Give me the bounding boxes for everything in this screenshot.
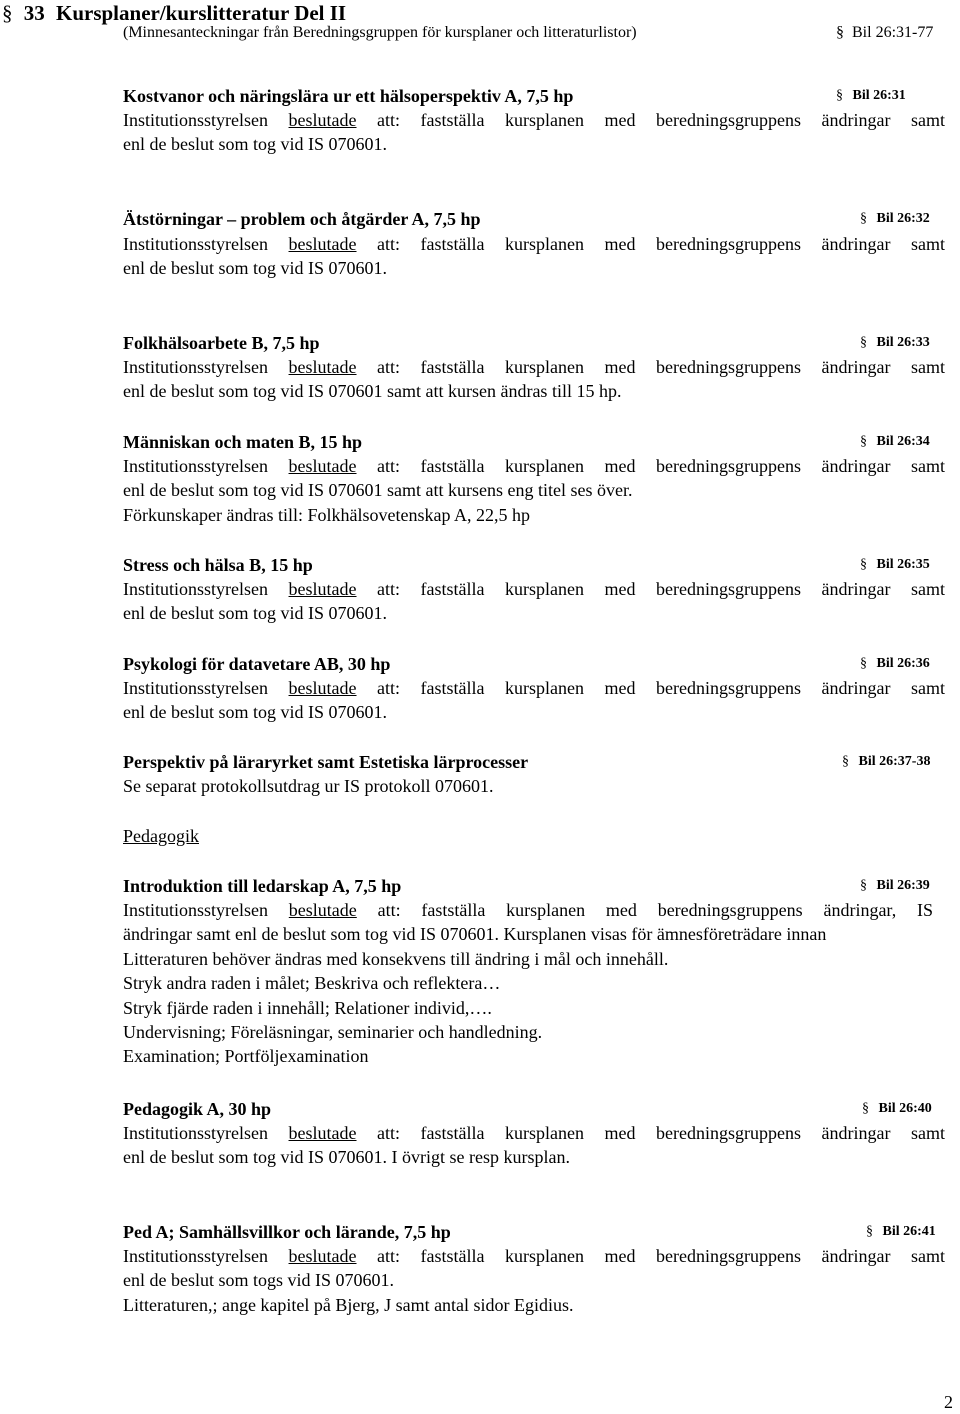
decision-text: Institutionsstyrelsen beslutade att: fastställa kursplanen med beredningsgruppens ändringar samt enl de beslut som togs vid IS 070601. Litteraturen,; ange kapitel på Bjerg, J samt antal sidor Egidius. bbox=[123, 1246, 946, 1315]
decision-line: Institutionsstyrelsen beslutade att: fastställa kursplanen med beredningsgruppens ändringar, IS bbox=[123, 900, 934, 920]
course-title: Stress och hälsa B, 15 hp bbox=[123, 555, 313, 575]
decision-text: Institutionsstyrelsen beslutade att: fastställa kursplanen med beredningsgruppens ändringar samt enl de beslut som tog vid IS 070601. bbox=[123, 579, 946, 624]
decision-line: Institutionsstyrelsen beslutade att: fastställa kursplanen med beredningsgruppens ändringar samt bbox=[123, 456, 946, 476]
section-subtitle: (Minnesanteckningar från Beredningsgruppen för kursplaner och litteraturlistor) bbox=[123, 24, 637, 41]
decision-line: Institutionsstyrelsen beslutade att: fastställa kursplanen med beredningsgruppens ändringar samt bbox=[123, 110, 946, 130]
section-mark-small: § bbox=[866, 1224, 873, 1239]
bilaga-ref: § Bil 26:40 bbox=[862, 1101, 932, 1116]
section-mark-small: § bbox=[860, 335, 867, 350]
section-mark-small: § bbox=[860, 434, 867, 449]
course-title: Människan och maten B, 15 hp bbox=[123, 432, 363, 452]
bilaga-ref: § Bil 26:31 bbox=[836, 88, 906, 103]
bilaga-ref: § Bil 26:35 bbox=[860, 557, 930, 572]
bilaga-ref: § Bil 26:41 bbox=[866, 1224, 936, 1239]
decision-line: Institutionsstyrelsen beslutade att: fastställa kursplanen med beredningsgruppens ändringar samt bbox=[123, 579, 946, 599]
decision-text: Institutionsstyrelsen beslutade att: fastställa kursplanen med beredningsgruppens ändringar samt enl de beslut som tog vid IS 070601. bbox=[123, 234, 946, 279]
course-title: Introduktion till ledarskap A, 7,5 hp bbox=[123, 876, 402, 896]
section-mark-small: § bbox=[842, 754, 849, 769]
section-mark: § bbox=[2, 1, 13, 25]
decision-text: Institutionsstyrelsen beslutade att: fastställa kursplanen med beredningsgruppens ändringar samt enl de beslut som tog vid IS 070601 samt att kursen ändras till 15 hp. bbox=[123, 357, 946, 402]
decision-line: Institutionsstyrelsen beslutade att: fastställa kursplanen med beredningsgruppens ändringar samt bbox=[123, 1246, 946, 1266]
decision-text: Se separat protokollsutdrag ur IS protokoll 070601. bbox=[123, 776, 494, 796]
page-number: 2 bbox=[944, 1392, 953, 1412]
decision-line: Institutionsstyrelsen beslutade att: fastställa kursplanen med beredningsgruppens ändringar samt bbox=[123, 1123, 946, 1143]
course-title: Pedagogik A, 30 hp bbox=[123, 1099, 272, 1119]
bilaga-ref: § Bil 26:36 bbox=[860, 656, 930, 671]
course-title: Folkhälsoarbete B, 7,5 hp bbox=[123, 333, 320, 353]
decision-line: Institutionsstyrelsen beslutade att: fastställa kursplanen med beredningsgruppens ändringar samt bbox=[123, 678, 946, 698]
section-mark-small: § bbox=[860, 557, 867, 572]
bilaga-ref: § Bil 26:39 bbox=[860, 878, 930, 893]
section-title: Kursplaner/kurslitteratur Del II bbox=[56, 1, 347, 25]
header-bilaga: § Bil 26:31-77 bbox=[836, 24, 934, 41]
course-title: Ätstörningar – problem och åtgärder A, 7,5 hp bbox=[123, 209, 481, 229]
section-number: 33 bbox=[23, 1, 45, 25]
section-mark-small: § bbox=[860, 656, 867, 671]
course-title: Ped A; Samhällsvillkor och lärande, 7,5 hp bbox=[123, 1222, 451, 1242]
bilaga-ref: § Bil 26:34 bbox=[860, 434, 930, 449]
decision-text: Institutionsstyrelsen beslutade att: fastställa kursplanen med beredningsgruppens ändringar samt enl de beslut som tog vid IS 070601. bbox=[123, 110, 946, 155]
course-title: Kostvanor och näringslära ur ett hälsoperspektiv A, 7,5 hp bbox=[123, 86, 574, 106]
bilaga-ref: § Bil 26:32 bbox=[860, 211, 930, 226]
decision-text: Institutionsstyrelsen beslutade att: fastställa kursplanen med beredningsgruppens ändringar samt enl de beslut som tog vid IS 070601. bbox=[123, 678, 946, 723]
section-mark-small: § bbox=[836, 88, 843, 103]
decision-text: Institutionsstyrelsen beslutade att: fastställa kursplanen med beredningsgruppens ändringar samt enl de beslut som tog vid IS 070601. I övrigt se resp kursplan. bbox=[123, 1123, 946, 1168]
bilaga-ref: § Bil 26:37-38 bbox=[842, 754, 931, 769]
bilaga-ref: § Bil 26:33 bbox=[860, 335, 930, 350]
course-title: Psykologi för datavetare AB, 30 hp bbox=[123, 654, 391, 674]
decision-line: Institutionsstyrelsen beslutade att: fastställa kursplanen med beredningsgruppens ändringar samt bbox=[123, 234, 946, 254]
section-mark-small: § bbox=[836, 24, 844, 41]
subheading-pedagogik: Pedagogik bbox=[123, 826, 199, 846]
decision-line: Institutionsstyrelsen beslutade att: fastställa kursplanen med beredningsgruppens ändringar samt bbox=[123, 357, 946, 377]
decision-text: Institutionsstyrelsen beslutade att: fastställa kursplanen med beredningsgruppens ändringar, IS ändringar samt enl de beslut som tog vid IS 070601. Kursplanen visas för ämnesföreträdare innan Litteraturen behöver ändras med konsekvens till ändring i mål och innehåll. Stryk andra raden i målet; Beskriva och reflektera… Stryk fjärde raden i innehåll; Relationer individ,…. Undervisning; Föreläsningar, seminarier och handledning. Examination; Portföljexamination bbox=[123, 900, 934, 1067]
course-title: Perspektiv på läraryrket samt Estetiska lärprocesser bbox=[123, 752, 529, 772]
section-mark-small: § bbox=[860, 211, 867, 226]
section-mark-small: § bbox=[862, 1101, 869, 1116]
decision-text: Institutionsstyrelsen beslutade att: fastställa kursplanen med beredningsgruppens ändringar samt enl de beslut som tog vid IS 070601 samt att kursens eng titel ses över. Förkunskaper ändras till: Folkhälsovetenskap A, 22,5 hp bbox=[123, 456, 946, 525]
section-mark-small: § bbox=[860, 878, 867, 893]
